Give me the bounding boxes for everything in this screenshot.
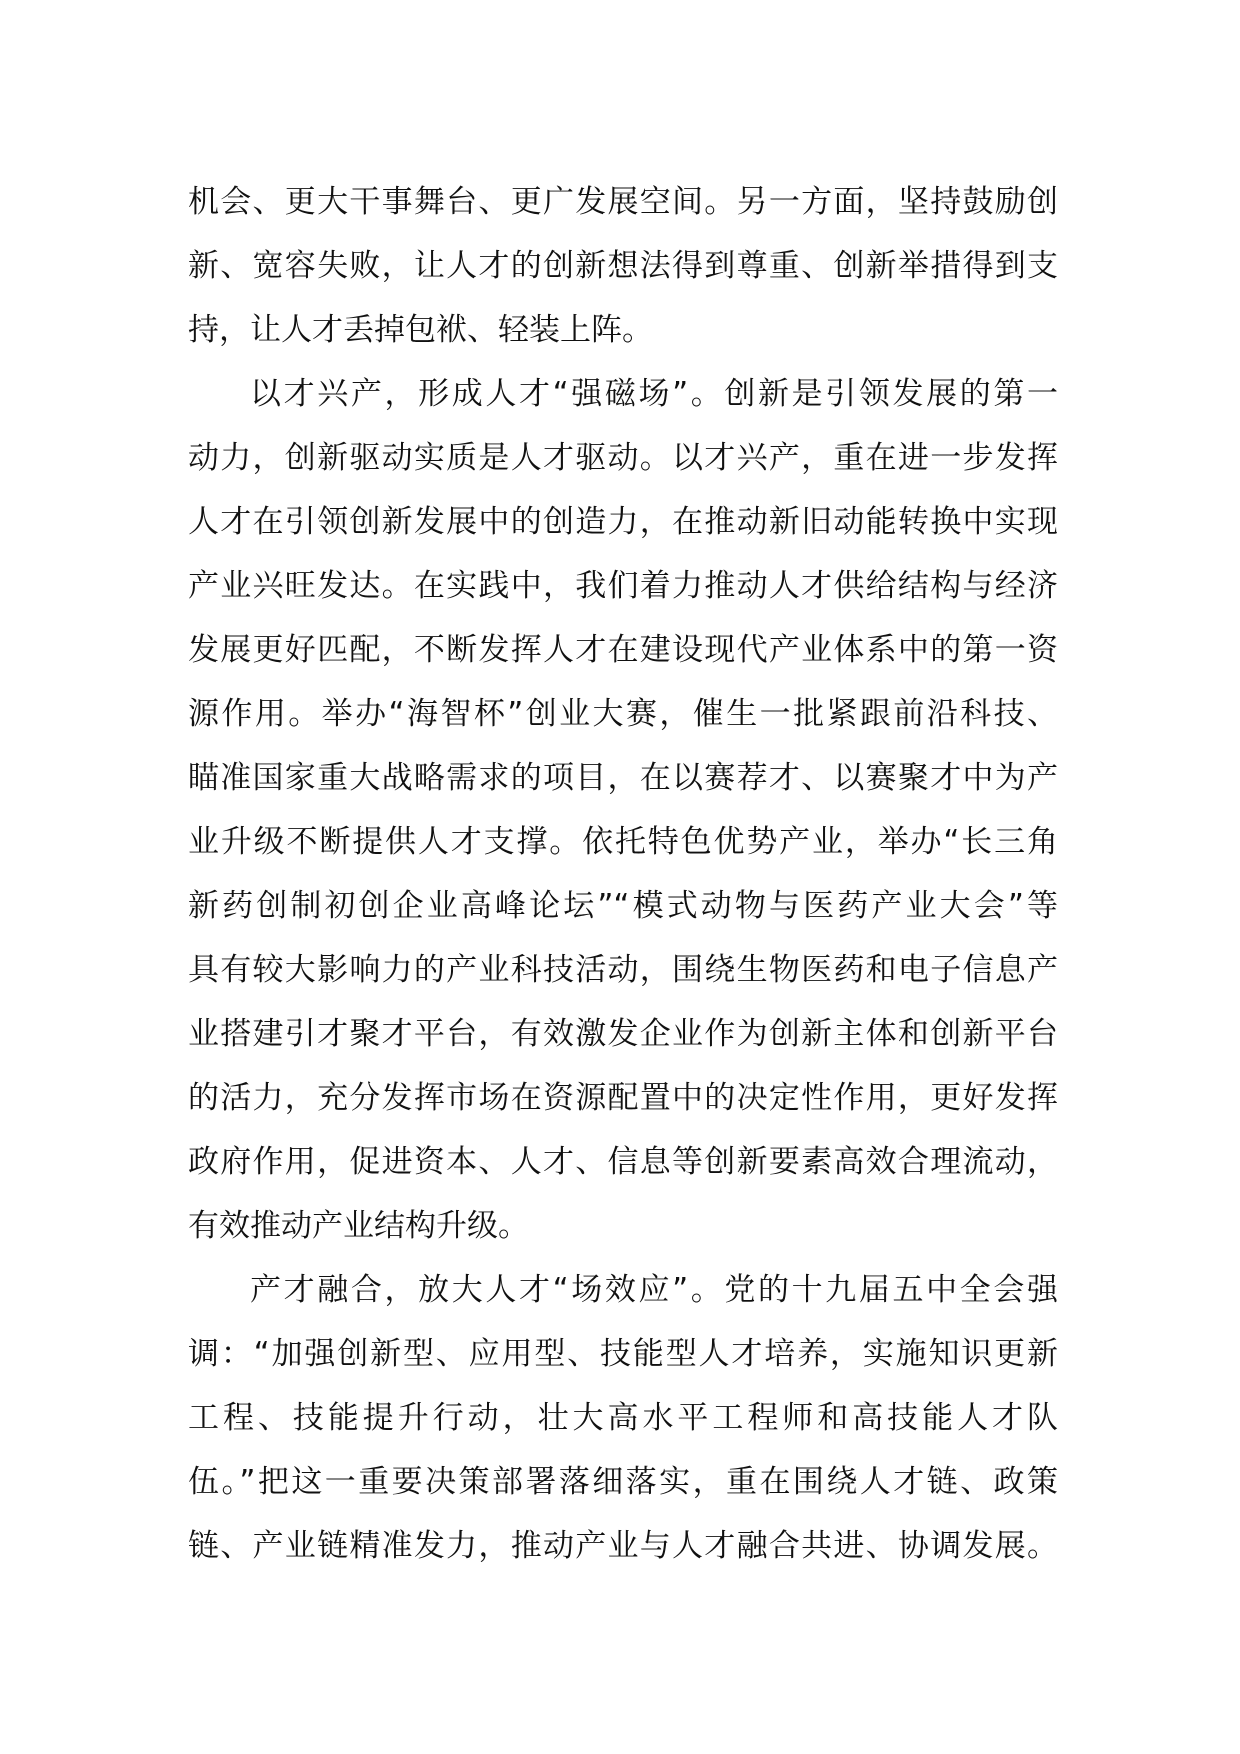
text-line: 有效推动产业结构升级。 (188, 1208, 529, 1244)
text-line: 伍。”把这一重要决策部署落细落实，重在围绕人才链、政策 (188, 1464, 1058, 1500)
text-line: 瞄准国家重大战略需求的项目，在以赛荐才、以赛聚才中为产 (188, 760, 1058, 796)
text-line: 机会、更大干事舞台、更广发展空间。另一方面，坚持鼓励创 (188, 184, 1058, 220)
text-line: 业升级不断提供人才支撑。依托特色优势产业，举办“长三角 (188, 824, 1058, 860)
text-line: 人才在引领创新发展中的创造力，在推动新旧动能转换中实现 (188, 504, 1058, 540)
text-line: 动力，创新驱动实质是人才驱动。以才兴产，重在进一步发挥 (188, 440, 1058, 476)
text-line: 产业兴旺发达。在实践中，我们着力推动人才供给结构与经济 (188, 568, 1058, 604)
body-text (188, 170, 1058, 1578)
text-line: 工程、技能提升行动，壮大高水平工程师和高技能人才队 (188, 1400, 1058, 1436)
text-line: 持，让人才丢掉包袱、轻装上阵。 (188, 312, 653, 348)
text-line: 新、宽容失败，让人才的创新想法得到尊重、创新举措得到支 (188, 248, 1058, 284)
text-line: 具有较大影响力的产业科技活动，围绕生物医药和电子信息产 (188, 952, 1058, 988)
text-line: 政府作用，促进资本、人才、信息等创新要素高效合理流动， (188, 1144, 1058, 1180)
text-line: 的活力，充分发挥市场在资源配置中的决定性作用，更好发挥 (188, 1080, 1058, 1116)
text-line: 源作用。举办“海智杯”创业大赛，催生一批紧跟前沿科技、 (188, 696, 1058, 732)
paragraph-start-line: 产才融合，放大人才“场效应”。党的十九届五中全会强 (250, 1272, 1058, 1308)
text-line: 链、产业链精准发力，推动产业与人才融合共进、协调发展。 (188, 1528, 1058, 1564)
paragraph-start-line: 以才兴产，形成人才“强磁场”。创新是引领发展的第一 (250, 376, 1058, 412)
text-line: 调：“加强创新型、应用型、技能型人才培养，实施知识更新 (188, 1336, 1058, 1372)
text-line: 业搭建引才聚才平台，有效激发企业作为创新主体和创新平台 (188, 1016, 1058, 1052)
text-line: 新药创制初创企业高峰论坛”“模式动物与医药产业大会”等 (188, 888, 1058, 924)
text-line: 发展更好匹配，不断发挥人才在建设现代产业体系中的第一资 (188, 632, 1058, 668)
